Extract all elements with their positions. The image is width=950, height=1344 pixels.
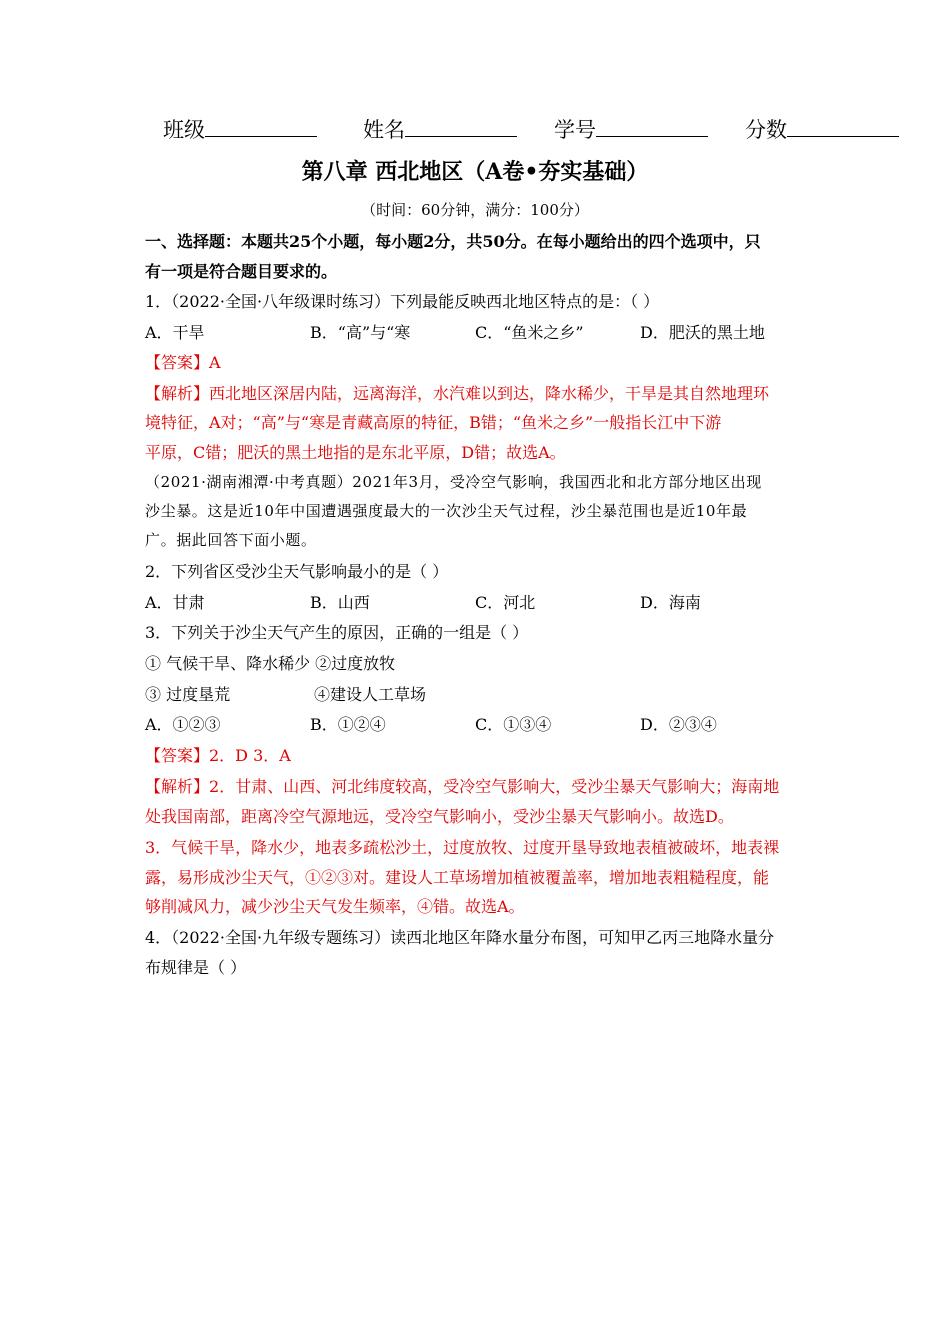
page-title: 第八章 西北地区（A卷•夯实基础） xyxy=(301,159,649,185)
question-1-analysis-line-1 xyxy=(145,381,769,404)
question-3-option-b: B．①②④ xyxy=(310,715,386,734)
score-field xyxy=(745,114,899,144)
name-field xyxy=(363,114,517,144)
question-4-stem-line-2: 布规律是（ ） xyxy=(145,958,247,977)
score-label: 分数 xyxy=(745,118,787,142)
question-1-option-a: A．干旱 xyxy=(145,323,205,342)
name-blank[interactable] xyxy=(405,114,517,137)
class-label: 班级 xyxy=(163,118,205,142)
material-line-3: 广。据此回答下面小题。 xyxy=(145,531,317,549)
section-heading-line-1: 一、选择题：本题共25个小题，每小题2分，共50分。在每小题给出的四个选项中，只 xyxy=(145,232,761,251)
analysis-label: 【解析】 xyxy=(145,384,210,403)
question-1-option-d: D．肥沃的黑土地 xyxy=(640,323,765,342)
section-heading-line-2: 有一项是符合题目要求的。 xyxy=(145,262,338,281)
score-blank[interactable] xyxy=(787,114,899,137)
student-info-row xyxy=(163,114,903,144)
question-1-answer: 【答案】A xyxy=(145,353,221,372)
question-2-3-analysis-line-2: 处我国南部，距离冷空气源地远，受冷空气影响小，受沙尘暴天气影响小。故选D。 xyxy=(145,807,734,826)
question-2-option-a: A．甘肃 xyxy=(145,593,205,612)
question-2-option-b: B．山西 xyxy=(310,593,370,612)
class-field xyxy=(163,114,317,144)
question-1-option-c: C．“鱼米之乡” xyxy=(475,323,584,342)
number-field xyxy=(554,114,708,144)
number-blank[interactable] xyxy=(596,114,708,137)
question-2-3-answer: 【答案】2．D 3．A xyxy=(145,746,291,765)
question-1-analysis-line-2: 境特征，A对；“高”与“寒是青藏高原的特征，B错；“鱼米之乡”一般指长江中下游 xyxy=(145,413,722,432)
question-1-option-b: B．“高”与“寒 xyxy=(310,323,411,342)
question-1-analysis-line-3: 平原，C错；肥沃的黑土地指的是东北平原，D错；故选A。 xyxy=(145,443,566,462)
question-2-option-c: C．河北 xyxy=(475,593,536,612)
analysis-label: 【解析】 xyxy=(145,777,210,796)
analysis-text: 2．甘肃、山西、河北纬度较高，受冷空气影响大，受沙尘暴天气影响大；海南地 xyxy=(209,777,780,796)
question-3-option-c: C．①③④ xyxy=(475,715,552,734)
question-3-item-3: ③ 过度垦荒 xyxy=(145,685,231,704)
question-3-items-line-1: ① 气候干旱、降水稀少 ②过度放牧 xyxy=(145,654,396,673)
page-subtitle: （时间：60分钟，满分：100分） xyxy=(361,201,589,219)
analysis-text: 西北地区深居内陆，远离海洋，水汽难以到达，降水稀少，干旱是其自然地理环 xyxy=(209,384,770,403)
question-3-stem: 3．下列关于沙尘天气产生的原因，正确的一组是（ ） xyxy=(145,623,529,642)
question-3-option-a: A．①②③ xyxy=(145,715,221,734)
question-2-stem: 2．下列省区受沙尘天气影响最小的是（ ） xyxy=(145,562,449,581)
question-3-option-d: D．②③④ xyxy=(640,715,717,734)
question-2-3-analysis-line-4: 露，易形成沙尘天气，①②③对。建设人工草场增加植被覆盖率，增加地表粗糙程度，能 xyxy=(145,868,770,887)
number-label: 学号 xyxy=(554,118,596,142)
question-4-stem-line-1: 4．（2022·全国·九年级专题练习）读西北地区年降水量分布图，可知甲乙丙三地降水量分 xyxy=(145,928,775,947)
question-1-stem: 1．（2022·全国·八年级课时练习）下列最能反映西北地区特点的是：（ ） xyxy=(145,292,660,311)
material-line-2: 沙尘暴。这是近10年中国遭遇强度最大的一次沙尘天气过程，沙尘暴范围也是近10年最 xyxy=(145,502,748,520)
question-2-3-analysis-line-5: 够削减风力，减少沙尘天气发生频率，④错。故选A。 xyxy=(145,897,525,916)
name-label: 姓名 xyxy=(363,118,405,142)
question-2-3-analysis-line-1 xyxy=(145,774,779,797)
material-line-1: （2021·湖南湘潭·中考真题）2021年3月，受冷空气影响，我国西北和北方部分地区出现 xyxy=(145,473,762,491)
question-2-option-d: D．海南 xyxy=(640,593,701,612)
question-2-3-analysis-line-3: 3．气候干旱，降水少，地表多疏松沙土，过度放牧、过度开垦导致地表植被破坏，地表裸 xyxy=(145,838,780,857)
question-3-item-4: ④建设人工草场 xyxy=(314,685,427,704)
class-blank[interactable] xyxy=(205,114,317,137)
